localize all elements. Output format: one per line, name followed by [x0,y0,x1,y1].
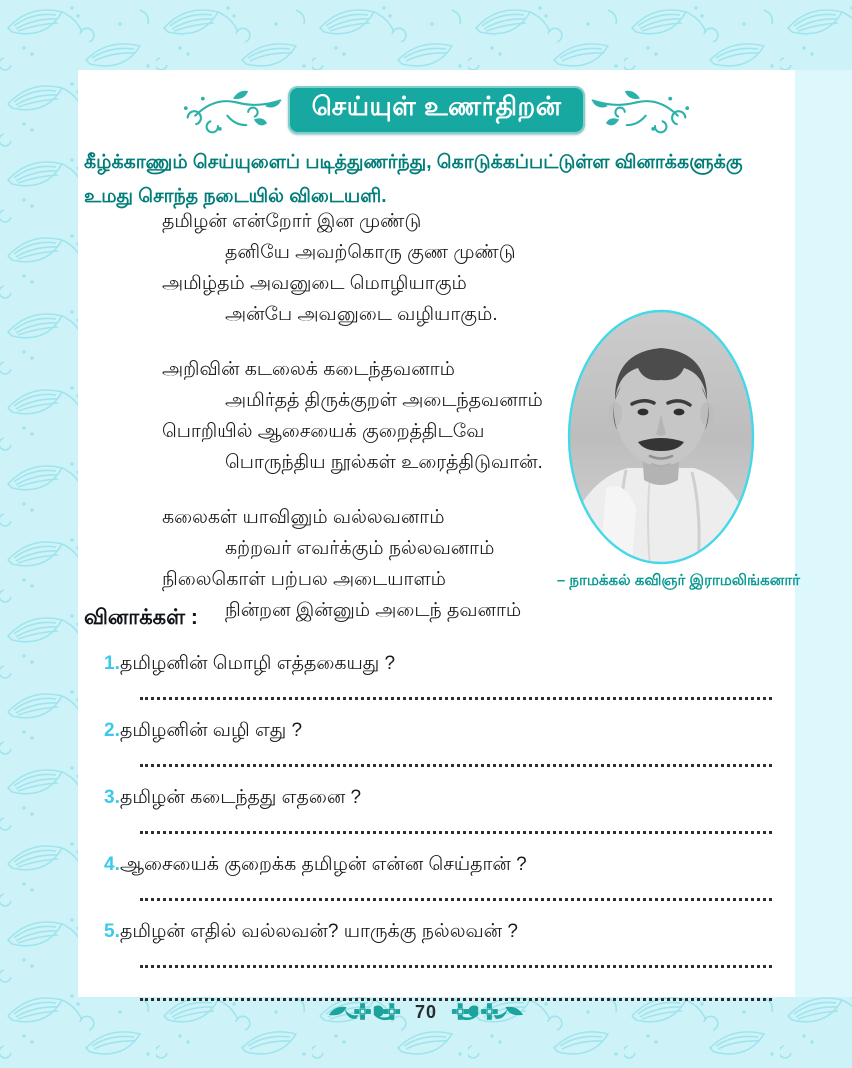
question-text: தமிழனின் மொழி எத்தகையது ? [120,653,396,674]
question-item [84,652,774,700]
floral-flourish-left-icon [182,86,286,134]
question-text: தமிழனின் வழி எது ? [120,720,303,741]
page-title: செய்யுள் உணர்திறன் [288,86,586,134]
answer-line [140,898,772,901]
question-number: 2. [104,720,120,741]
answer-line [140,697,772,700]
question-number: 3. [104,787,120,808]
poem-line: பொறியில் ஆசையைக் குறைத்திடவே [162,421,485,442]
answer-line [140,831,772,834]
floral-flourish-right-icon [587,86,691,134]
question-number: 1. [104,653,120,674]
page-number: 70 [414,1001,438,1022]
question-item [84,786,774,834]
poem-line: தமிழன் என்றோர் இன முண்டு [162,211,422,232]
poem-attribution: – நாமக்கல் கவிஞர் இராமலிங்கனார் [556,572,800,589]
exercise-instructions [84,146,784,214]
title-row [78,84,795,136]
poet-portrait-photo [566,308,756,566]
question-number: 4. [104,854,120,875]
questions-heading: வினாக்கள் : [84,606,198,629]
instruction-line-1: கீழ்க்காணும் செய்யுளைப் படித்துணர்ந்து, கொடுக்கப்பட்டுள்ள வினாக்களுக்கு [84,152,743,173]
poem-line: அன்பே அவனுடை வழியாகும். [225,304,498,325]
question-number: 5. [104,921,120,942]
poem-line: அமிர்தத் திருக்குறள் அடைந்தவனாம் [225,390,543,411]
page-footer [0,997,852,1027]
poem-line: நிலைகொள் பற்பல அடையாளம் [162,569,446,590]
poem-stanza-2 [162,354,582,478]
poem-line: நின்றன இன்னும் அடைந் தவனாம் [225,600,522,621]
instruction-line-2: உமது சொந்த நடையில் விடையளி. [84,186,387,207]
question-item [84,853,774,901]
poem-line: கலைகள் யாவினும் வல்லவனாம் [162,507,445,528]
answer-line [140,965,772,968]
poem-line: தனியே அவற்கொரு குண முண்டு [225,242,516,263]
footer-ornament-left-icon [327,1001,403,1023]
questions-section [84,606,774,1020]
poem-line: அறிவின் கடலைக் கடைந்தவனாம் [162,359,455,380]
poem-stanza-1 [162,206,582,330]
question-text: ஆசையைக் குறைக்க தமிழன் என்ன செய்தான் ? [120,854,527,875]
poem-line: கற்றவர் எவர்க்கும் நல்லவனாம் [225,538,495,559]
question-text: தமிழன் எதில் வல்லவன்? யாருக்கு நல்லவன் ? [120,921,518,942]
question-item [84,920,774,1001]
question-item [84,719,774,767]
answer-line [140,764,772,767]
question-text: தமிழன் கடைந்தது எதனை ? [120,787,362,808]
poem-line: பொருந்திய நூல்கள் உரைத்திடுவான். [225,452,543,473]
poem-line: அமிழ்தம் அவனுடை மொழியாகும் [162,273,467,294]
footer-ornament-right-icon [449,1001,525,1023]
